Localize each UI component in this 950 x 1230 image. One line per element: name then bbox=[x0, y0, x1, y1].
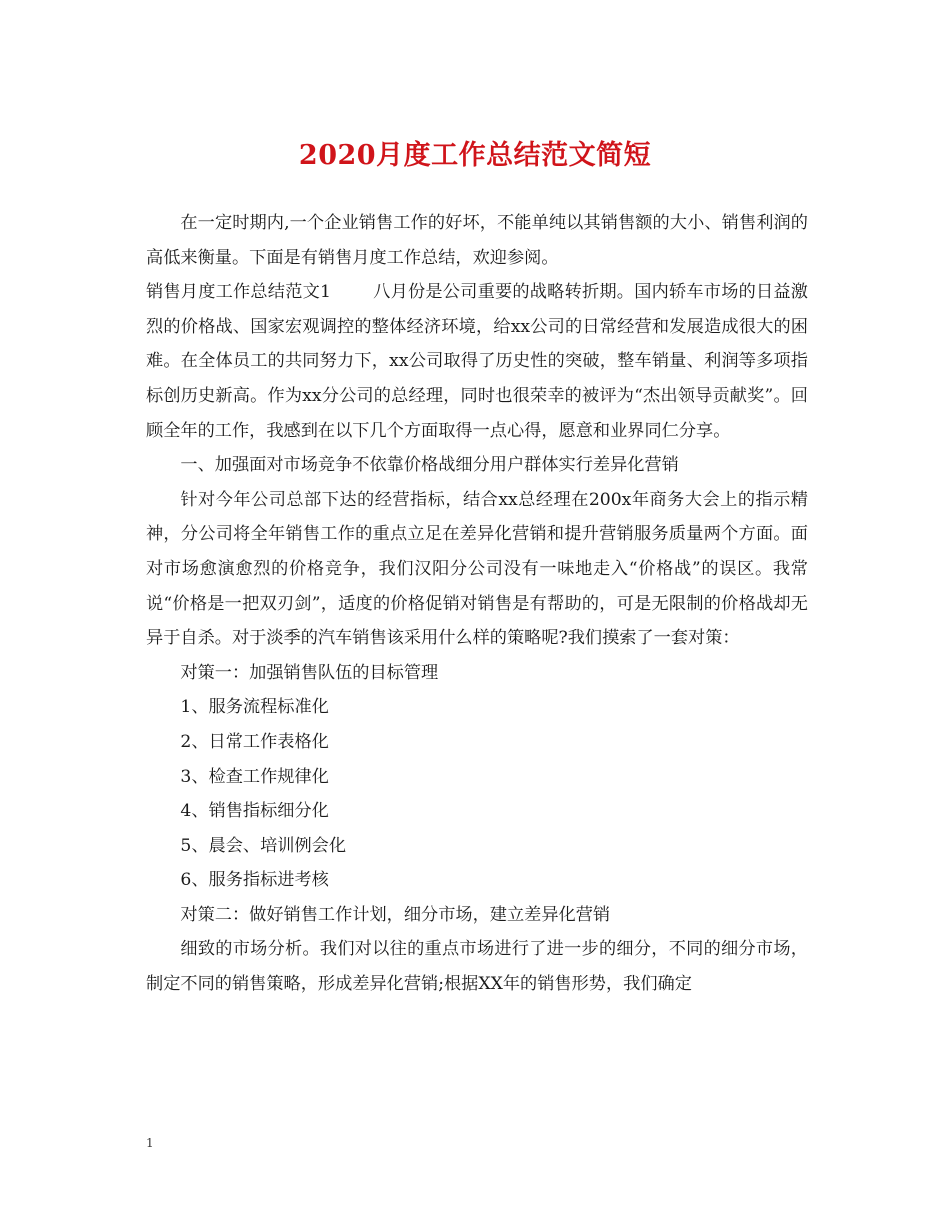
intro-paragraph: 在一定时期内,一个企业销售工作的好坏，不能单纯以其销售额的大小、销售利润的高低来衡量。下面是有销售月度工作总结，欢迎参阅。 bbox=[146, 213, 808, 268]
section-heading: 销售月度工作总结范文1 bbox=[146, 282, 331, 303]
section-first-text: 八月份是公司重要的战略转折期。国内轿车市场的日益激烈的价格战、国家宏观调控的整体经济环境，给xx公司的日常经营和发展造成很大的困难。在全体员工的共同努力下，xx公司取得了历史性的突破，整车销量、利润等多项指标创历史新高。作为xx分公司的总经理，同时也很荣幸的被评为“杰出领导贡献奖”。回顾全年的工作，我感到在以下几个方面取得一点心得，愿意和业界同仁分享。 bbox=[146, 282, 808, 441]
document-title: 2020月度工作总结范文简短 bbox=[298, 140, 652, 171]
last-paragraph: 细致的市场分析。我们对以往的重点市场进行了进一步的细分，不同的细分市场，制定不同的销售策略，形成差异化营销;根据XX年的销售形势，我们确定 bbox=[146, 939, 808, 995]
list-item: 1、服务流程标准化 bbox=[180, 697, 329, 718]
list-item: 6、服务指标进考核 bbox=[180, 870, 329, 891]
heading-one: 一、加强面对市场竞争不依靠价格战细分用户群体实行差异化营销 bbox=[180, 455, 679, 476]
list-item: 5、晨会、培训例会化 bbox=[180, 835, 347, 856]
list-item: 3、检查工作规律化 bbox=[180, 766, 329, 787]
document-body bbox=[146, 206, 808, 1002]
list-item: 4、销售指标细分化 bbox=[180, 801, 329, 822]
strategy-two-heading: 对策二：做好销售工作计划，细分市场，建立差异化营销 bbox=[180, 904, 611, 925]
list-item: 2、日常工作表格化 bbox=[180, 731, 329, 752]
section-first-paragraph bbox=[146, 275, 808, 448]
page-number: 1 bbox=[146, 1136, 154, 1150]
strategy-one-heading: 对策一：加强销售队伍的目标管理 bbox=[180, 662, 439, 683]
paragraph-two: 针对今年公司总部下达的经营指标，结合xx总经理在200x年商务大会上的指示精神，分公司将全年销售工作的重点立足在差异化营销和提升营销服务质量两个方面。面对市场愈演愈烈的价格竞争，我们汉阳分公司没有一味地走入“价格战”的误区。我常说“价格是一把双刃剑”，适度的价格促销对销售是有帮助的，可是无限制的价格战却无异于自杀。对于淡季的汽车销售该采用什么样的策略呢?我们摸索了一套对策： bbox=[146, 489, 808, 649]
